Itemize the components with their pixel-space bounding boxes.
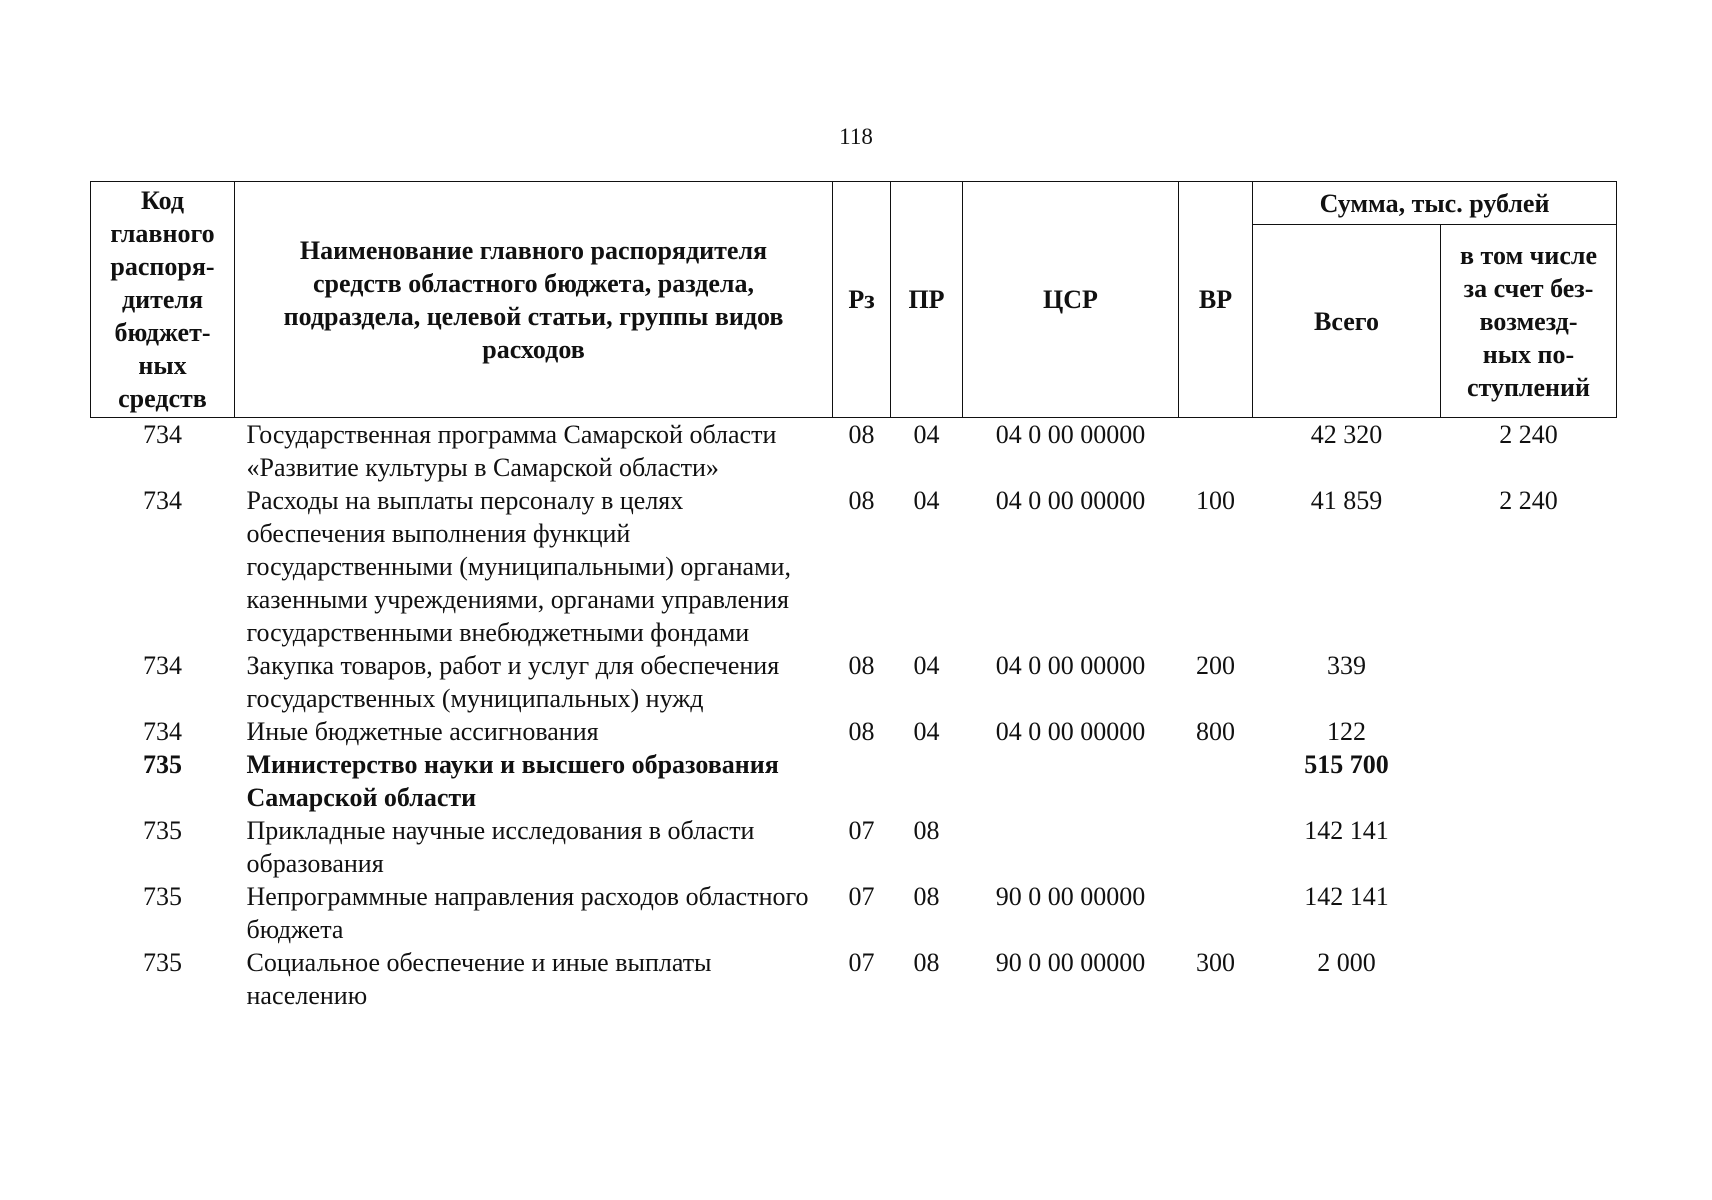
row-name: Министерство науки и высшего образования Самарской области xyxy=(246,750,779,812)
row-rz: 07 xyxy=(848,816,875,845)
row-total: 339 xyxy=(1327,651,1366,680)
row-name: Расходы на выплаты персоналу в целях обеспечения выполнения функций государственными (муниципальными) органами, казенными учреждениями, органами управления государственными внебюджетными фондами xyxy=(246,486,791,647)
header-code-line: ных xyxy=(138,351,187,380)
row-gratuitous xyxy=(1441,715,1617,748)
row-code: 734 xyxy=(143,486,182,515)
row-vr: 200 xyxy=(1196,651,1235,680)
row-rz: 08 xyxy=(848,486,875,515)
row-csr: 90 0 00 00000 xyxy=(995,948,1146,977)
header-csr: ЦСР xyxy=(963,182,1179,418)
row-pr xyxy=(891,748,963,814)
row-csr: 04 0 00 00000 xyxy=(995,486,1146,515)
row-gratuitous xyxy=(1441,946,1617,1012)
row-name: Иные бюджетные ассигнования xyxy=(246,717,599,746)
header-name-line: Наименование главного распорядителя xyxy=(299,235,768,265)
row-code: 734 xyxy=(143,651,182,680)
row-pr: 08 xyxy=(913,882,940,911)
row-gratuitous xyxy=(1441,814,1617,880)
row-total: 41 859 xyxy=(1310,486,1383,515)
row-vr xyxy=(1179,748,1253,814)
table-row-ministry xyxy=(91,748,1617,814)
header-sum: Сумма, тыс. рублей xyxy=(1253,182,1617,225)
row-vr: 100 xyxy=(1196,486,1235,515)
row-name: Непрограммные направления расходов областного бюджета xyxy=(246,882,809,944)
row-vr: 300 xyxy=(1196,948,1235,977)
row-csr: 04 0 00 00000 xyxy=(995,717,1146,746)
row-rz: 08 xyxy=(848,420,875,449)
row-gratuitous: 2 240 xyxy=(1499,486,1558,515)
header-code xyxy=(91,182,235,418)
table-row xyxy=(91,946,1617,1012)
row-total: 2 000 xyxy=(1317,948,1376,977)
row-vr xyxy=(1179,418,1253,485)
row-name: Социальное обеспечение и иные выплаты населению xyxy=(246,948,712,1010)
row-csr xyxy=(963,748,1179,814)
row-name: Государственная программа Самарской области «Развитие культуры в Самарской области» xyxy=(246,420,777,482)
row-pr: 08 xyxy=(913,948,940,977)
row-gratuitous: 2 240 xyxy=(1499,420,1558,449)
row-total: 142 141 xyxy=(1304,882,1389,911)
header-gratuitous-line: возмезд- xyxy=(1479,306,1578,336)
budget-table xyxy=(90,181,1617,1012)
header-name xyxy=(235,182,833,418)
row-gratuitous xyxy=(1441,880,1617,946)
table-row xyxy=(91,814,1617,880)
header-name-line: расходов xyxy=(482,334,585,364)
row-code: 734 xyxy=(143,420,182,449)
table-row xyxy=(91,880,1617,946)
table-row xyxy=(91,418,1617,485)
row-vr xyxy=(1179,880,1253,946)
row-name: Закупка товаров, работ и услуг для обеспечения государственных (муниципальных) нужд xyxy=(246,651,780,713)
row-csr xyxy=(963,814,1179,880)
header-code-line: бюджет- xyxy=(114,318,211,347)
row-code: 735 xyxy=(143,948,182,977)
row-pr: 04 xyxy=(913,420,940,449)
header-code-line: распоря- xyxy=(110,252,215,281)
header-gratuitous-line: ных по- xyxy=(1482,339,1575,369)
header-code-line: дителя xyxy=(121,285,204,314)
header-gratuitous-line: ступлений xyxy=(1466,372,1591,402)
page-number: 118 xyxy=(839,124,873,149)
header-name-line: подраздела, целевой статьи, группы видов xyxy=(283,301,784,331)
table-row xyxy=(91,715,1617,748)
row-vr: 800 xyxy=(1196,717,1235,746)
header-gratuitous-line: в том числе xyxy=(1460,240,1597,270)
row-rz: 08 xyxy=(848,717,875,746)
row-pr: 04 xyxy=(913,651,940,680)
header-gratuitous-line: за счет без- xyxy=(1463,273,1594,303)
row-pr: 08 xyxy=(913,816,940,845)
row-name: Прикладные научные исследования в области образования xyxy=(246,816,755,878)
row-total: 142 141 xyxy=(1304,816,1389,845)
header-code-line: главного xyxy=(110,219,215,248)
row-rz: 07 xyxy=(848,948,875,977)
row-vr xyxy=(1179,814,1253,880)
row-code: 735 xyxy=(143,882,182,911)
header-rz: Рз xyxy=(833,182,891,418)
table-row xyxy=(91,649,1617,715)
row-pr: 04 xyxy=(913,486,940,515)
row-csr: 04 0 00 00000 xyxy=(995,420,1146,449)
table-row xyxy=(91,484,1617,649)
row-rz xyxy=(833,748,891,814)
row-total: 515 700 xyxy=(1304,750,1389,779)
header-pr: ПР xyxy=(891,182,963,418)
row-total: 42 320 xyxy=(1310,420,1383,449)
row-code: 734 xyxy=(143,717,182,746)
header-name-line: средств областного бюджета, раздела, xyxy=(313,268,754,298)
row-pr: 04 xyxy=(913,717,940,746)
header-code-line: средств xyxy=(118,384,207,413)
row-csr: 90 0 00 00000 xyxy=(995,882,1146,911)
row-total: 122 xyxy=(1327,717,1366,746)
row-code: 735 xyxy=(143,816,182,845)
row-gratuitous xyxy=(1441,649,1617,715)
header-vr: ВР xyxy=(1179,182,1253,418)
row-code: 735 xyxy=(143,750,182,779)
header-total: Всего xyxy=(1253,225,1441,418)
row-rz: 08 xyxy=(848,651,875,680)
row-gratuitous xyxy=(1441,748,1617,814)
header-code-line: Код xyxy=(141,186,184,215)
row-csr: 04 0 00 00000 xyxy=(995,651,1146,680)
header-gratuitous xyxy=(1441,225,1617,418)
row-rz: 07 xyxy=(848,882,875,911)
